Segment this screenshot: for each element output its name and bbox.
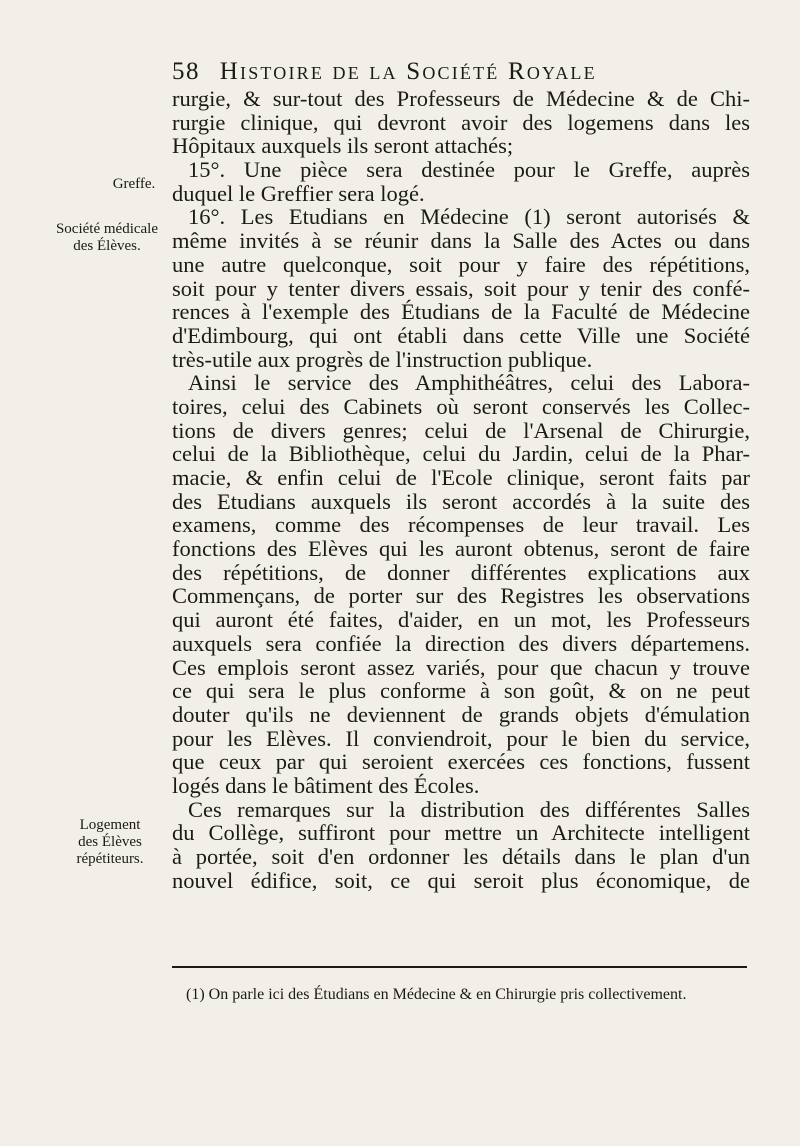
body-line: Hôpitaux auxquels ils seront attachés; xyxy=(172,133,514,159)
body-line: une autre quelconque, soit pour y faire des répétitions, xyxy=(172,251,750,277)
body-line: soit pour y tenter divers essais, soit pour y tenir des confé- xyxy=(172,275,750,301)
margin-note-logement-line3: répétiteurs. xyxy=(76,851,144,867)
body-line: Ces emplois seront assez variés, pour que chacun y trouve xyxy=(172,654,750,680)
body-line: très-utile aux progrès de l'instruction publique. xyxy=(172,346,593,372)
margin-note-logement-line1: Logement xyxy=(79,817,141,833)
running-title: Histoire de la Société Royale xyxy=(219,58,597,85)
body-line: douter qu'ils ne deviennent de grands objets d'émulation xyxy=(172,701,750,727)
body-text xyxy=(172,87,750,892)
body-line: 16°. Les Etudians en Médecine (1) seront autorisés & xyxy=(188,204,750,230)
body-line: qui auront été faites, d'aider, en un mot, les Professeurs xyxy=(172,607,750,633)
body-line: des Etudians auxquels ils seront accordés à la suite des xyxy=(172,488,750,514)
body-line: d'Edimbourg, qui ont établi dans cette Ville une Société xyxy=(172,322,750,348)
footnote: (1) On parle ici des Étudians en Médecine & en Chirurgie pris collectivement. xyxy=(186,986,687,1003)
body-line: auxquels sera confiée la direction des divers départemens. xyxy=(172,630,750,656)
body-line: duquel le Greffier sera logé. xyxy=(172,180,425,206)
body-line: pour les Elèves. Il conviendroit, pour le bien du service, xyxy=(172,725,750,751)
margin-note-logement-line2: des Élèves xyxy=(78,834,142,850)
body-line: à portée, soit d'en ordonner les détails dans le plan d'un xyxy=(172,844,750,869)
margin-note-societe-line1: Société médicale xyxy=(55,221,159,237)
body-line: que ceux par qui seroient exercées ces fonctions, fussent xyxy=(172,749,750,775)
body-line: rurgie, & sur-tout des Professeurs de Médecine & de Chi- xyxy=(172,86,750,111)
body-line: macie, & enfin celui de l'Ecole clinique, seront faits par xyxy=(172,465,750,490)
body-line: même invités à se réunir dans la Salle des Actes ou dans xyxy=(172,228,750,254)
margin-note-greffe xyxy=(104,176,164,193)
body-line: Ces remarques sur la distribution des différentes Salles xyxy=(188,796,750,822)
margin-note-societe xyxy=(40,221,174,255)
body-line: fonctions des Elèves qui les auront obtenus, seront de faire xyxy=(172,536,750,562)
body-line: examens, comme des récompenses de leur travail. Les xyxy=(172,512,750,538)
body-line: rences à l'exemple des Étudians de la Faculté de Médecine xyxy=(172,299,750,325)
body-line: ce qui sera le plus conforme à son goût, & on ne peut xyxy=(172,678,750,704)
body-line: Commençans, de porter sur des Registres les observations xyxy=(172,583,750,609)
footnote-rule xyxy=(172,966,747,968)
body-line: logés dans le bâtiment des Écoles. xyxy=(172,772,480,798)
running-header xyxy=(172,58,752,86)
page-number: 58 xyxy=(172,58,200,85)
body-line: tions de divers genres; celui de l'Arsenal de Chirurgie, xyxy=(172,417,750,443)
body-line: Ainsi le service des Amphithéâtres, celui des Labora- xyxy=(188,370,750,396)
margin-note-greffe-text: Greffe. xyxy=(112,176,156,192)
body-line: des répétitions, de donner différentes explications aux xyxy=(172,559,750,585)
body-line: celui de la Bibliothèque, celui du Jardin, celui de la Phar- xyxy=(172,441,750,467)
body-line: 15°. Une pièce sera destinée pour le Greffe, auprès xyxy=(188,157,750,183)
margin-note-societe-line2: des Élèves. xyxy=(73,238,141,254)
body-line: nouvel édifice, soit, ce qui seroit plus économique, de xyxy=(172,867,750,893)
body-line: rurgie clinique, qui devront avoir des logemens dans les xyxy=(172,109,750,135)
body-line: du Collège, suffiront pour mettre un Architecte intelligent xyxy=(172,820,750,846)
body-line: toires, celui des Cabinets où seront conservés les Collec- xyxy=(172,393,750,419)
margin-note-logement xyxy=(60,817,160,868)
